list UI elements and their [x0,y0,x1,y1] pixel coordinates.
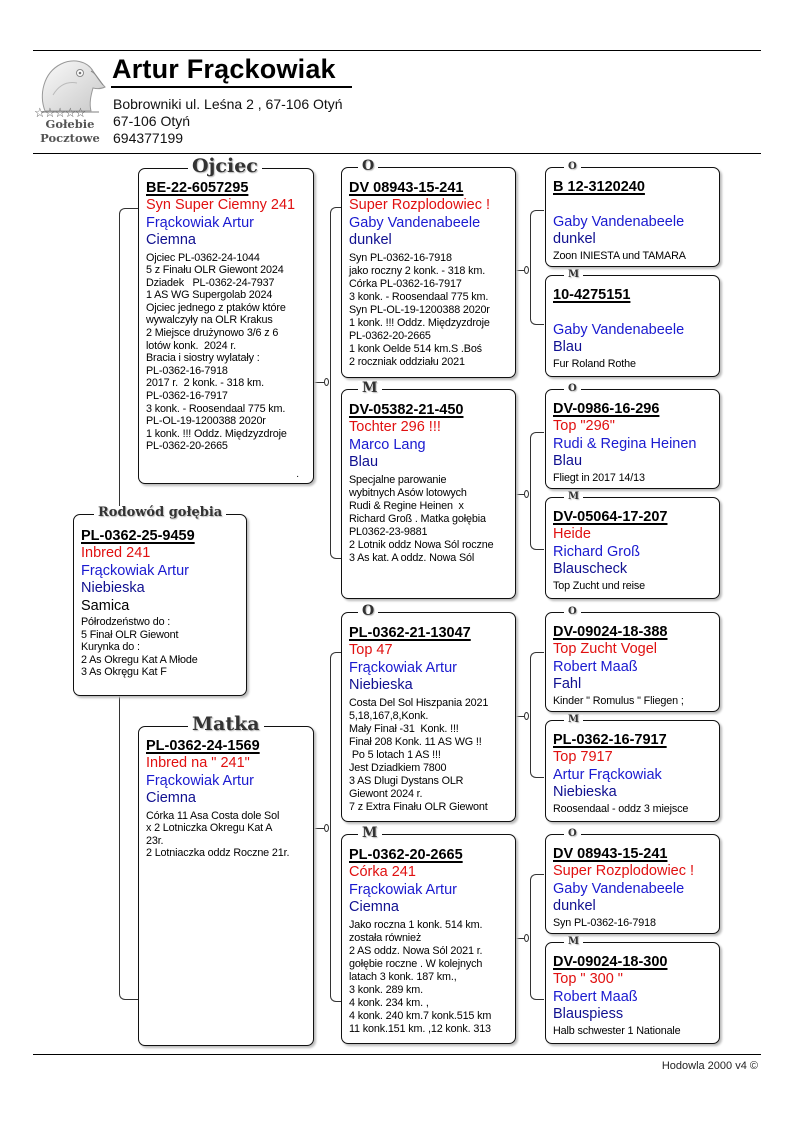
pigeon-color: Ciemna [349,899,399,915]
father-card[interactable] [138,168,314,484]
pigeon-color: Blauscheck [553,561,628,577]
grandparent-legend: M [358,381,382,395]
pigeon-sex: Samica [81,597,130,614]
notes: Zoon INIESTA und TAMARA [553,249,686,262]
breeder: Frąckowiak Artur [146,214,254,231]
connector-knob [524,266,529,274]
ring-number: B 12-3120240 [553,179,645,195]
grandparent-legend: M [358,826,382,840]
pigeon-color: Blau [349,454,379,470]
breeder: Marco Lang [349,436,426,453]
notes: Halb schwester 1 Nationale [553,1024,681,1037]
pigeon-color: Ciemna [146,232,196,248]
notes: Syn PL-0362-16-7918 jako roczny 2 konk. - 318 km. Córka PL-0362-16-7917 3 konk. - Roosendaal 775 km. Syn PL-OL-19-1200388 2020r 1 konk. !!! Oddz. Międzyzdroje PL-0362-20-2665 1 konk Oelde 514 km.S .Boś 2 roczniak oddziału 2021 [349,251,490,368]
connector-knob [324,824,329,832]
pigeon-name: Tochter 296 !!! [349,419,441,435]
ring-number: DV-05382-21-450 [349,402,464,418]
trailing-mark: . [296,469,299,480]
connector-knob [524,934,529,942]
pigeon-name: Córka 241 [349,864,416,880]
subject-legend: Rodowód gołębia [94,506,226,519]
connector-knob [524,490,529,498]
pigeon-name: Super Rozplodowiec ! [349,197,491,213]
address-line1: Bobrowniki ul. Leśna 2 , 67-106 Otyń [113,96,343,112]
ring-number: PL-0362-16-7917 [553,732,667,748]
pigeon-color: Ciemna [146,790,196,806]
grandparent-legend: O [358,159,378,173]
notes: Półrodzeństwo do : 5 Finał OLR Giewont Kurynka do : 2 As Okregu Kat A Młode 3 As Okręgu Kat F [81,616,198,679]
notes: Fliegt in 2017 14/13 [553,471,645,484]
notes: Top Zucht und reise [553,579,645,592]
great-grandparent-legend: O [564,384,581,394]
notes: Specjalne parowanie wybitnych Asów lotowych Rudi & Regine Heinen x Richard Groß . Matka gołębia PL0362-23-9881 2 Lotnik oddz Nowa Sól roczne 3 As kat. A oddz. Nowa Sól [349,473,494,564]
connector-father-parents [330,207,341,559]
logo-stars: ☆☆☆☆☆ [34,105,85,120]
ring-number: DV 08943-15-241 [349,180,464,196]
connector-gp2-parents [530,432,544,550]
great-grandparent-legend: O [564,607,581,617]
ring-number: 10-4275151 [553,287,631,303]
connector-knob [524,712,529,720]
pigeon-name: Top 7917 [553,749,613,765]
pigeon-color: Niebieska [553,784,617,800]
pigeon-name [553,304,713,322]
subject-card[interactable] [73,514,247,696]
pigeon-name: Super Rozplodowiec ! [553,863,695,879]
breeder: Gaby Vandenabeele [553,880,685,897]
connector-gp4-parents [530,874,544,1000]
great-grandparent-card[interactable] [545,720,720,822]
ring-number: BE-22-6057295 [146,180,249,196]
ring-number: PL-0362-24-1569 [146,738,260,754]
ring-number: DV 08943-15-241 [553,846,668,862]
connector-gp1-parents [530,210,544,325]
header-bottom-rule [33,153,761,154]
grandparent-legend: O [358,604,378,618]
phone: 694377199 [113,130,184,146]
great-grandparent-card[interactable] [545,612,720,712]
logo-text-line1: Gołebie [45,117,95,131]
pigeon-name: Top Zucht Vogel [553,641,657,657]
great-grandparent-legend: M [564,492,583,502]
owner-name: Artur Frąckowiak [112,54,336,84]
great-grandparent-card[interactable] [545,275,720,377]
ring-number: PL-0362-20-2665 [349,847,463,863]
logo-text-line2: Pocztowe [40,131,100,145]
ring-number: DV-05064-17-207 [553,509,668,525]
pigeon-color: Blau [553,339,583,355]
great-grandparent-legend: M [564,270,583,280]
breeder: Frąckowiak Artur [349,881,457,898]
pigeon-name: Top "296" [553,418,615,434]
notes: Jako roczna 1 konk. 514 km. została również 2 AS oddz. Nowa Sól 2021 r. gołębie roczne . W kolejnych latach 3 konk. 187 km., 3 konk. 289 km. 4 konk. 234 km. , 4 konk. 240 km.7 konk.515 km 11 konk.151 km. ,12 konk. 313 [349,918,492,1035]
great-grandparent-card[interactable] [545,389,720,489]
great-grandparent-card[interactable] [545,497,720,599]
great-grandparent-legend: M [564,715,583,725]
ring-number: DV-0986-16-296 [553,401,660,417]
owner-name-underline [111,86,352,88]
breeder: Frąckowiak Artur [146,772,254,789]
notes: Kinder " Romulus " Fliegen ; [553,694,684,707]
notes: Ojciec PL-0362-24-1044 5 z Finału OLR Giewont 2024 Dziadek PL-0362-24-7937 1 AS WG Supergolab 2024 Ojciec jednego z ptaków które wywalczyły na OLR Krakus 2 Miejsce drużynowo 3/6 z 6 lotów konk. 2024 r. Bracia i siostry wylatały : PL-0362-16-7918 2017 r. 2 konk. - 318 km. PL-0362-16-7917 3 konk. - Roosendaal 775 km. PL-OL-19-1200388 2020r 1 konk. !!! Oddz. Międzyzdroje PL-0362-20-2665 [146,251,287,453]
notes: Syn PL-0362-16-7918 [553,916,656,929]
pigeon-name [553,196,713,214]
breeder: Gaby Vandenabeele [553,213,685,230]
breeder: Robert Maaß [553,988,638,1005]
great-grandparent-legend: O [564,162,581,172]
breeder: Richard Groß [553,543,641,560]
header-top-rule [33,50,761,51]
connector-knob [324,378,329,386]
breeder: Robert Maaß [553,658,638,675]
pigeon-color: dunkel [553,231,596,247]
ring-number: DV-09024-18-300 [553,954,668,970]
great-grandparent-legend: M [564,937,583,947]
pigeon-color: Fahl [553,676,582,692]
breeder: Frąckowiak Artur [349,659,457,676]
pigeon-color: dunkel [553,898,596,914]
great-grandparent-card[interactable] [545,167,720,267]
grandparent-card[interactable] [341,167,516,378]
breeder: Gaby Vandenabeele [553,321,685,338]
great-grandparent-card[interactable] [545,942,720,1044]
pigeon-color: Blauspiess [553,1006,624,1022]
pigeon-name: Top 47 [349,642,393,658]
pigeon-name: Syn Super Ciemny 241 [146,197,296,213]
grandparent-card[interactable] [341,389,516,599]
pigeon-name: Top " 300 " [553,971,623,987]
pigeon-name: Inbred 241 [81,545,151,561]
footer-text: Hodowla 2000 v4 © [661,1060,758,1072]
grandparent-card[interactable] [341,834,516,1044]
address-line2: 67-106 Otyń [113,113,191,129]
pigeon-name: Inbred na " 241" [146,755,250,771]
connector-mother-parents [330,652,341,1002]
notes: Roosendaal - oddz 3 miejsce [553,802,689,815]
pigeon-name: Heide [553,526,591,542]
notes: Fur Roland Rothe [553,357,636,370]
father-legend: Ojciec [188,157,262,176]
breeder: Gaby Vandenabeele [349,214,481,231]
pigeon-color: dunkel [349,232,392,248]
pigeon-color: Blau [553,453,583,469]
grandparent-card[interactable] [341,612,516,822]
notes: Córka 11 Asa Costa dole Sol x 2 Lotniczka Okregu Kat A 23r. 2 Lotniaczka oddz Roczne 21r. [146,809,290,860]
notes: Costa Del Sol Hiszpania 2021 5,18,167,8,Konk. Mały Finał -31 Konk. !!! Finał 208 Konk. 11 AS WG !! Po 5 lotach 1 AS !!! Jest Dziadkiem 7800 3 AS Dlugi Dystans OLR Giewont 2024 r. 7 z Extra Finału OLR Giewont [349,696,489,813]
pigeon-color: Niebieska [349,677,413,693]
breeder: Frąckowiak Artur [81,562,189,579]
footer-rule [33,1054,761,1055]
great-grandparent-card[interactable] [545,834,720,934]
logo [33,55,107,147]
connector-gp3-parents [530,652,544,778]
mother-legend: Matka [188,715,264,734]
breeder: Rudi & Regina Heinen [553,435,697,452]
ring-number: DV-09024-18-388 [553,624,668,640]
breeder: Artur Frąckowiak [553,766,662,783]
mother-card[interactable] [138,726,314,1046]
ring-number: PL-0362-21-13047 [349,625,471,641]
great-grandparent-legend: O [564,829,581,839]
ring-number: PL-0362-25-9459 [81,528,195,544]
pigeon-color: Niebieska [81,580,145,596]
